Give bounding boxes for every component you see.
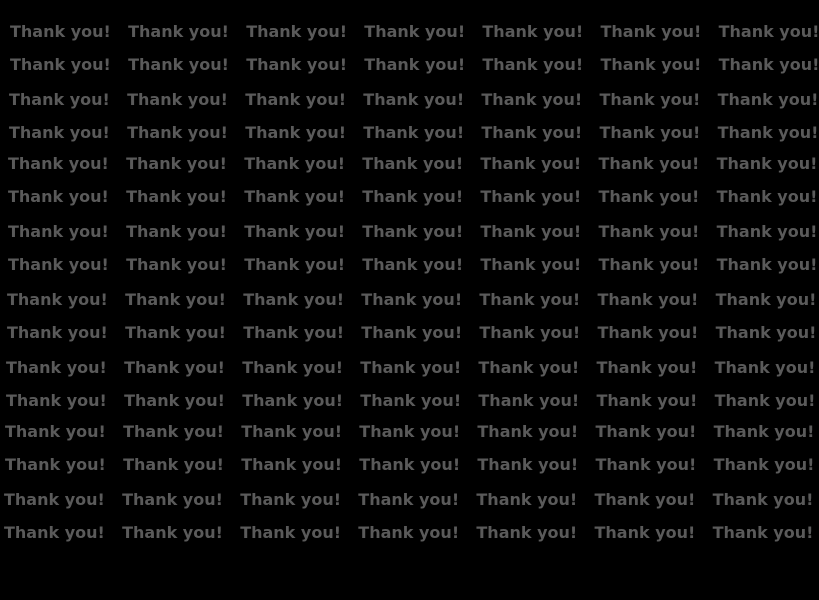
- thank-you-text: Thank you!: [716, 154, 818, 173]
- thank-you-text: Thank you!: [9, 123, 110, 142]
- message-row: [0, 20, 819, 44]
- thank-you-text: Thank you!: [715, 323, 817, 342]
- thank-you-text: Thank you!: [477, 422, 579, 441]
- thank-you-text: Thank you!: [242, 358, 343, 377]
- thank-you-text: Thank you!: [128, 22, 229, 41]
- thank-you-text: Thank you!: [714, 358, 816, 377]
- message-row: [0, 185, 818, 209]
- message-row: [0, 356, 816, 380]
- thank-you-text: Thank you!: [712, 490, 814, 509]
- message-row: [0, 488, 814, 512]
- message-row: [0, 253, 818, 277]
- thank-you-text: Thank you!: [717, 90, 819, 109]
- thank-you-text: Thank you!: [594, 490, 696, 509]
- thank-you-text: Thank you!: [360, 391, 462, 410]
- message-row: [0, 88, 819, 112]
- thank-you-text: Thank you!: [599, 90, 701, 109]
- thank-you-text: Thank you!: [123, 455, 224, 474]
- thank-you-text: Thank you!: [481, 90, 583, 109]
- thank-you-text: Thank you!: [715, 290, 817, 309]
- thank-you-text: Thank you!: [598, 255, 700, 274]
- thank-you-text: Thank you!: [359, 455, 461, 474]
- thank-you-text: Thank you!: [245, 90, 346, 109]
- thank-you-text: Thank you!: [246, 22, 347, 41]
- thank-you-text: Thank you!: [4, 490, 105, 509]
- thank-you-text: Thank you!: [8, 255, 109, 274]
- thank-you-text: Thank you!: [241, 455, 342, 474]
- thank-you-text: Thank you!: [245, 123, 346, 142]
- message-row: [0, 389, 816, 413]
- thank-you-text: Thank you!: [7, 290, 108, 309]
- thank-you-text: Thank you!: [595, 455, 697, 474]
- thank-you-text: Thank you!: [125, 290, 226, 309]
- thank-you-text: Thank you!: [716, 255, 818, 274]
- thank-you-text: Thank you!: [598, 222, 700, 241]
- message-row: [0, 220, 818, 244]
- thank-you-text: Thank you!: [127, 90, 228, 109]
- thank-you-text: Thank you!: [480, 255, 582, 274]
- thank-you-text: Thank you!: [244, 255, 345, 274]
- thank-you-text: Thank you!: [126, 222, 227, 241]
- thank-you-text: Thank you!: [596, 391, 698, 410]
- thank-you-text: Thank you!: [122, 523, 223, 542]
- thank-you-text: Thank you!: [597, 323, 699, 342]
- thank-you-text: Thank you!: [364, 55, 466, 74]
- thank-you-text: Thank you!: [244, 154, 345, 173]
- thank-you-text: Thank you!: [126, 154, 227, 173]
- thank-you-text: Thank you!: [595, 422, 697, 441]
- thank-you-text: Thank you!: [8, 154, 109, 173]
- thank-you-text: Thank you!: [243, 290, 344, 309]
- thank-you-text: Thank you!: [597, 290, 699, 309]
- message-row: [0, 321, 817, 345]
- thank-you-text: Thank you!: [594, 523, 696, 542]
- thank-you-text: Thank you!: [359, 422, 461, 441]
- thank-you-text: Thank you!: [360, 358, 462, 377]
- thank-you-text: Thank you!: [598, 154, 700, 173]
- thank-you-text: Thank you!: [363, 90, 465, 109]
- thank-you-text: Thank you!: [716, 222, 818, 241]
- thank-you-text: Thank you!: [712, 523, 814, 542]
- thank-you-text: Thank you!: [8, 222, 109, 241]
- thank-you-text: Thank you!: [718, 22, 819, 41]
- thank-you-text: Thank you!: [478, 358, 580, 377]
- thank-you-text: Thank you!: [480, 187, 582, 206]
- thank-you-text: Thank you!: [600, 22, 702, 41]
- thank-you-text: Thank you!: [716, 187, 818, 206]
- thank-you-text: Thank you!: [362, 222, 464, 241]
- thank-you-text: Thank you!: [363, 123, 465, 142]
- thank-you-text: Thank you!: [361, 323, 463, 342]
- thank-you-text: Thank you!: [128, 55, 229, 74]
- thank-you-text: Thank you!: [240, 490, 341, 509]
- thank-you-text: Thank you!: [4, 523, 105, 542]
- thank-you-text: Thank you!: [713, 455, 815, 474]
- message-row: [0, 521, 814, 545]
- thank-you-text: Thank you!: [126, 187, 227, 206]
- thank-you-text: Thank you!: [361, 290, 463, 309]
- thank-you-text: Thank you!: [596, 358, 698, 377]
- thank-you-text: Thank you!: [10, 55, 111, 74]
- message-row: [0, 152, 818, 176]
- thank-you-text: Thank you!: [480, 154, 582, 173]
- thank-you-text: Thank you!: [358, 523, 460, 542]
- message-row: [0, 420, 815, 444]
- thank-you-text: Thank you!: [713, 422, 815, 441]
- thank-you-text: Thank you!: [599, 123, 701, 142]
- thank-you-text: Thank you!: [127, 123, 228, 142]
- thank-you-text: Thank you!: [481, 123, 583, 142]
- thank-you-text: Thank you!: [244, 187, 345, 206]
- thank-you-text: Thank you!: [482, 22, 584, 41]
- message-row: [0, 53, 819, 77]
- thank-you-text: Thank you!: [476, 490, 578, 509]
- thank-you-text: Thank you!: [9, 90, 110, 109]
- thank-you-text: Thank you!: [478, 391, 580, 410]
- thank-you-text: Thank you!: [5, 422, 106, 441]
- thank-you-text: Thank you!: [241, 422, 342, 441]
- thank-you-text: Thank you!: [124, 358, 225, 377]
- thank-you-text: Thank you!: [358, 490, 460, 509]
- thank-you-text: Thank you!: [362, 154, 464, 173]
- thank-you-text: Thank you!: [714, 391, 816, 410]
- thank-you-text: Thank you!: [482, 55, 584, 74]
- message-row: [0, 453, 815, 477]
- thank-you-text: Thank you!: [477, 455, 579, 474]
- thank-you-text: Thank you!: [126, 255, 227, 274]
- thank-you-text: Thank you!: [8, 187, 109, 206]
- thank-you-text: Thank you!: [243, 323, 344, 342]
- thank-you-text: Thank you!: [246, 55, 347, 74]
- thank-you-text: Thank you!: [479, 323, 581, 342]
- thank-you-text: Thank you!: [717, 123, 819, 142]
- thank-you-text: Thank you!: [5, 455, 106, 474]
- thank-you-text: Thank you!: [362, 187, 464, 206]
- thank-you-text: Thank you!: [479, 290, 581, 309]
- thank-you-text: Thank you!: [240, 523, 341, 542]
- thank-you-text: Thank you!: [244, 222, 345, 241]
- thank-you-text: Thank you!: [598, 187, 700, 206]
- thank-you-text: Thank you!: [480, 222, 582, 241]
- thank-you-text: Thank you!: [125, 323, 226, 342]
- thank-you-text: Thank you!: [123, 422, 224, 441]
- message-row: [0, 288, 817, 312]
- thank-you-text: Thank you!: [10, 22, 111, 41]
- thank-you-text: Thank you!: [7, 323, 108, 342]
- thank-you-text: Thank you!: [718, 55, 819, 74]
- thank-you-text: Thank you!: [362, 255, 464, 274]
- thank-you-text: Thank you!: [6, 391, 107, 410]
- thank-you-text: Thank you!: [600, 55, 702, 74]
- thank-you-text: Thank you!: [364, 22, 466, 41]
- thank-you-text: Thank you!: [476, 523, 578, 542]
- message-row: [0, 121, 819, 145]
- thank-you-text: Thank you!: [122, 490, 223, 509]
- thank-you-text: Thank you!: [6, 358, 107, 377]
- thank-you-text: Thank you!: [124, 391, 225, 410]
- thank-you-text: Thank you!: [242, 391, 343, 410]
